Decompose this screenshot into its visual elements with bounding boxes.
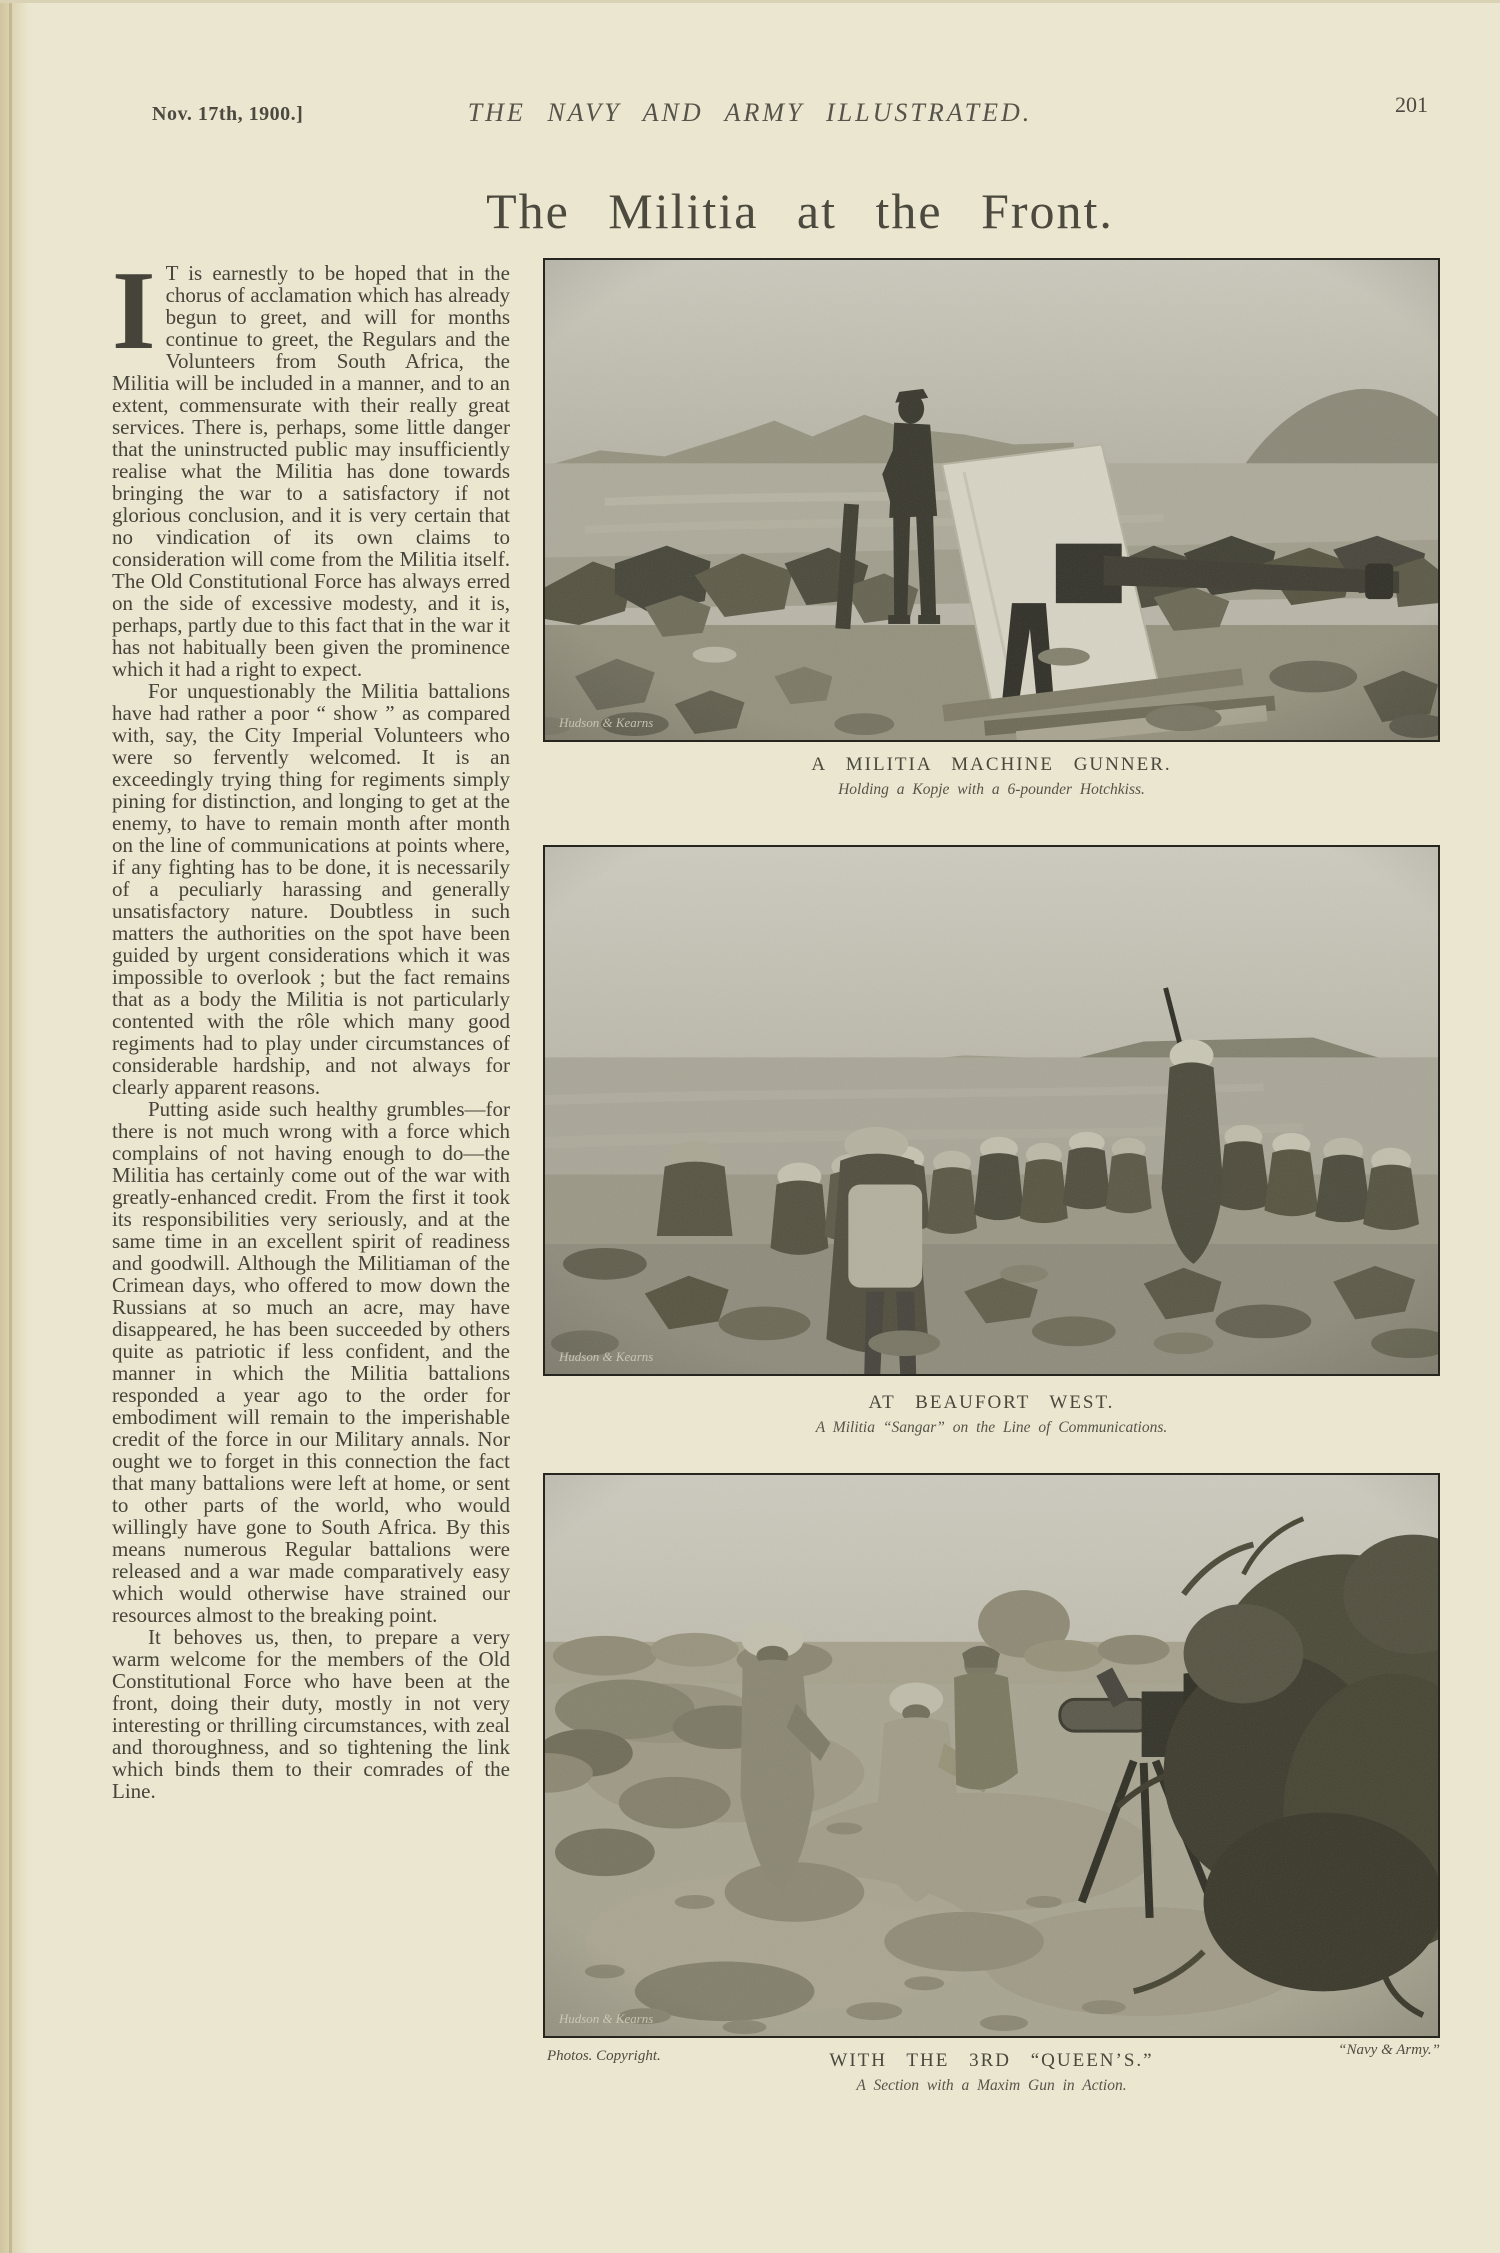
drop-cap: I xyxy=(112,249,156,373)
photo-grain xyxy=(545,260,1438,740)
navy-army-credit: “Navy & Army.” xyxy=(1338,2042,1440,2058)
caption-subtitle: A Militia “Sangar” on the Line of Communications. xyxy=(815,1419,1168,1436)
masthead: THE NAVY AND ARMY ILLUSTRATED. xyxy=(467,98,1033,127)
figure-2-caption xyxy=(543,1392,1440,1437)
photo-maxim-gun-section xyxy=(543,1473,1440,2038)
caption-subtitle: Holding a Kopje with a 6-pounder Hotchkiss. xyxy=(838,781,1145,798)
article-column xyxy=(112,249,510,1803)
page-spine-line xyxy=(9,0,12,2253)
figure-3-caption xyxy=(543,2050,1440,2095)
page-number: 201 xyxy=(1395,92,1428,117)
photo-2-illustration xyxy=(545,847,1438,1374)
paragraph: It behoves us, then, to prepare a very warm welcome for the members of the Old Constitutional Force who have been at the front, doing their duty, mostly in not very interesting or thrilling circumstances, with zeal and thoroughness, and so tightening the link which binds them to their comrades of the Line. xyxy=(112,1625,510,1803)
photo-3-illustration xyxy=(545,1475,1438,2036)
photo-1-illustration xyxy=(545,260,1438,740)
paragraph-text: T is earnestly to be hoped that in the chorus of acclamation which has already begun to greet, and will for months continue to greet, the Regulars and the Volunteers from South Africa, the Militia will be included in a manner, and to an extent, commensurate with their really great services. There is, perhaps, some little danger that the uninstructed public may insufficiently realise what the Militia has done towards bringing the war to a satisfactory if not glorious conclusion, and it is very certain that no vindication of its own claims to consideration will come from the Militia itself. The Old Constitutional Force has always erred on the side of excessive modesty, and it is, perhaps, partly due to this fact that in the war it has not habitually been given the prominence which it had a right to expect. xyxy=(112,261,510,681)
page-top-edge xyxy=(0,0,1500,3)
page-left-edge xyxy=(0,0,30,2253)
caption-heading: AT BEAUFORT WEST. xyxy=(868,1392,1115,1413)
photographer-watermark: Hudson & Kearns xyxy=(558,715,654,731)
photo-militia-sangar xyxy=(543,845,1440,1376)
photo-grain xyxy=(545,1475,1438,2036)
paragraph: Putting aside such healthy grumbles—for there is not much wrong with a force which complains of not having enough to do—the Militia has certainly come out of the war with greatly-enhanced credit. From the first it took its responsibilities very seriously, and at the same time in an excellent spirit of readiness and goodwill. Although the Militiaman of the Crimean days, who offered to mow down the Russians at so much an acre, may have disappeared, he has been succeeded by others quite as patriotic if less confident, and the manner in which the Militia battalions responded a year ago to the order for embodiment will remain to the imperishable credit of the force in our Military annals. Nor ought we to forget in this connection the fact that many battalions were left at home, or sent to other parts of the world, who would willingly have gone to South Africa. By this means numerous Regular battalions were released and a war made comparatively easy which would otherwise have strained our resources almost to the breaking point. xyxy=(112,1097,510,1627)
caption-heading: WITH THE 3RD “QUEEN’S.” xyxy=(829,2050,1154,2071)
photographer-watermark: Hudson & Kearns xyxy=(558,2011,654,2027)
figure-1-caption xyxy=(543,754,1440,799)
paragraph: For unquestionably the Militia battalions have had rather a poor “ show ” as compared with, say, the City Imperial Volunteers who were so fervently welcomed. It is an exceedingly trying thing for regiments simply pining for distinction, and longing to get at the enemy, to have to remain month after month on the line of communications at points where, if any fighting has to be done, it is necessarily of a peculiarly harassing and generally unsatisfactory nature. Doubtless in such matters the authorities on the spot have been guided by urgent considerations which it was impossible to overlook ; but the fact remains that as a body the Militia is not particularly contented with the rôle which many good regiments had to play under circumstances of considerable hardship, and not always for clearly apparent reasons. xyxy=(112,679,510,1099)
photos-copyright-credit: Photos. Copyright. xyxy=(547,2048,661,2064)
caption-subtitle: A Section with a Maxim Gun in Action. xyxy=(856,2077,1127,2094)
caption-heading: A MILITIA MACHINE GUNNER. xyxy=(811,754,1172,775)
photo-grain xyxy=(545,847,1438,1374)
issue-date: Nov. 17th, 1900.] xyxy=(152,103,304,125)
photographer-watermark: Hudson & Kearns xyxy=(558,1349,654,1365)
photo-militia-machine-gunner xyxy=(543,258,1440,742)
article-title: The Militia at the Front. xyxy=(486,183,1114,239)
paragraph xyxy=(112,249,510,681)
